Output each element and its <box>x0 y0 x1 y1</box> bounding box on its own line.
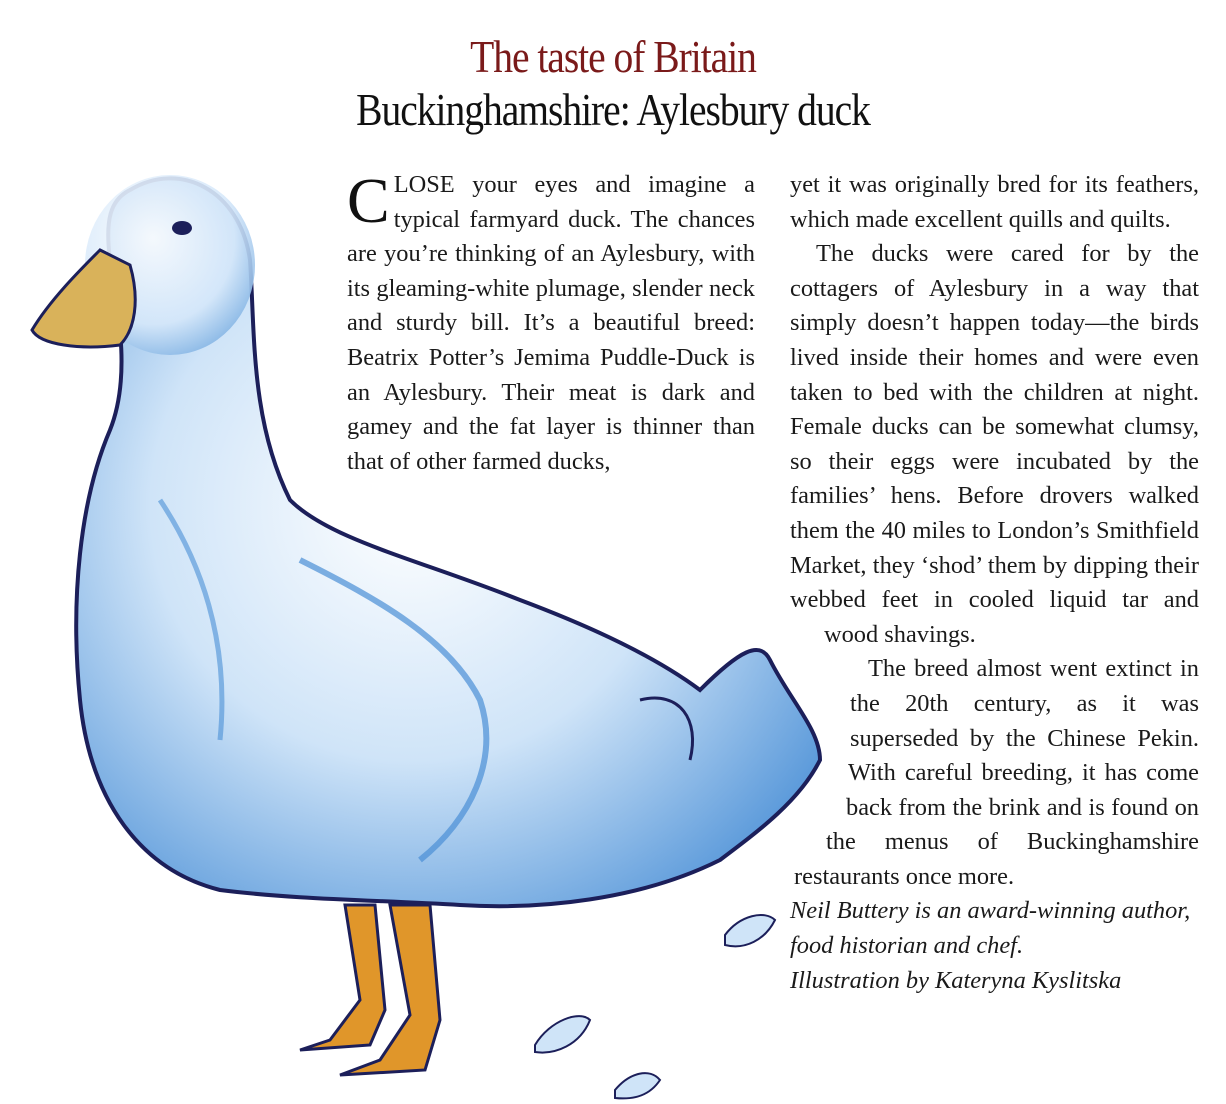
article-column-2 <box>790 168 1199 998</box>
article-paragraph-2: yet it was originally bred for its feathers, which made excellent quills and quilts. <box>790 171 1199 233</box>
illustration-credit: Illustration by Kateryna Kyslitska <box>790 966 1122 994</box>
article-paragraph-3: The ducks were cared for by the cottagers of Aylesbury in a way that simply doesn’t happen today—the birds lived inside their homes and were even taken to bed with the children at night. Female ducks can be somewhat clumsy, so their eggs were incubated by the families’ hens. Before drovers walked them the 40 miles to London’s Smithfield Market, they ‘shod’ them by dipping their webbed feet in cooled liquid tar and wood shavings. <box>790 240 1199 648</box>
article-paragraph-4: The breed almost went extinct in the 20th century, as it was superseded by the Chinese Pekin. With careful breeding, it has come back from the brink and is found on the menus of Buckinghamshire restaurants once more. <box>794 655 1199 890</box>
author-byline: Neil Buttery is an award-winning author, food historian and chef. <box>790 897 1191 960</box>
article-paragraph-1: LOSE your eyes and imagine a typical farmyard duck. The chances are you’re thinking of an Aylesbury, with its gleaming-white plumage, slender neck and sturdy bill. It’s a beautiful breed: Beatrix Potter’s Jemima Puddle-Duck is an Aylesbury. Their meat is dark and gamey and the fat layer is thinner than that of other farmed ducks, <box>347 171 755 475</box>
drop-cap: C <box>347 165 390 236</box>
section-kicker: The taste of Britain <box>470 31 756 82</box>
article-headline: Buckinghamshire: Aylesbury duck <box>356 84 870 135</box>
article-header <box>0 30 1226 136</box>
article-column-1 <box>347 165 755 479</box>
